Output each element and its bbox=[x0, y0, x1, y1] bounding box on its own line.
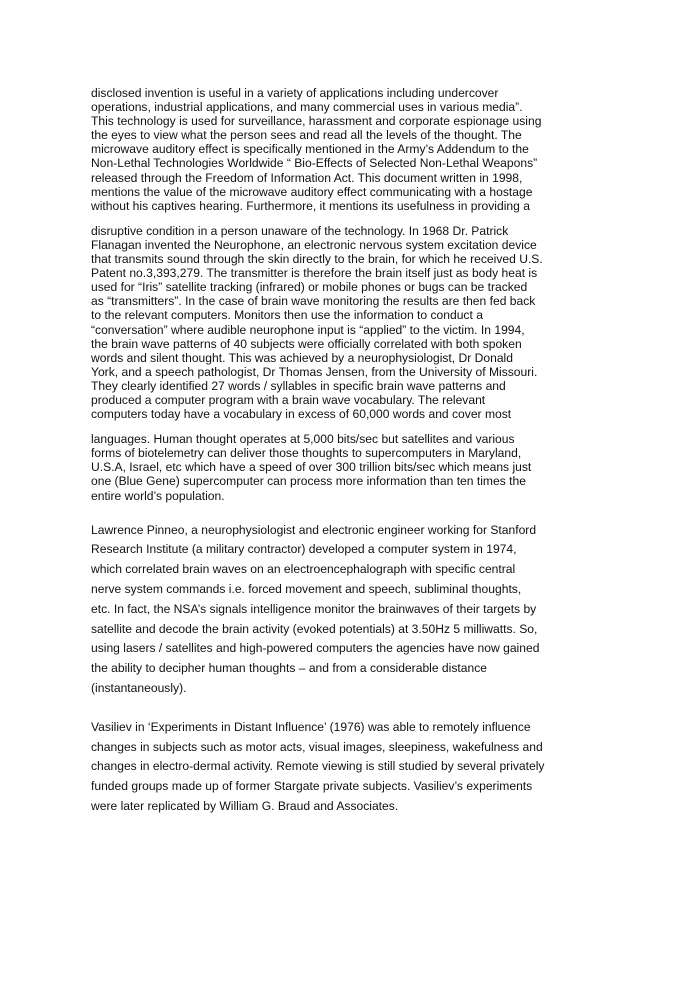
paragraph-4 bbox=[91, 521, 613, 699]
text-line: changes in subjects such as motor acts, visual images, sleepiness, wakefulness and bbox=[91, 739, 543, 754]
text-line: Lawrence Pinneo, a neurophysiologist and electronic engineer working for Stanford bbox=[91, 522, 537, 537]
text-line: nerve system commands i.e. forced movement and speech, subliminal thoughts, bbox=[91, 582, 522, 597]
text-line: used for “Iris” satellite tracking (infrared) or mobile phones or bugs can be tracked bbox=[91, 280, 528, 295]
text-line: “conversation” where audible neurophone input is “applied” to the victim. In 1994, bbox=[91, 322, 525, 337]
text-line: forms of biotelemetry can deliver those thoughts to supercomputers in Maryland, bbox=[91, 446, 522, 461]
text-line: U.S.A, Israel, etc which have a speed of over 300 trillion bits/sec which means just bbox=[91, 460, 532, 475]
text-line: were later replicated by William G. Braud and Associates. bbox=[91, 798, 399, 813]
text-line: disclosed invention is useful in a variety of applications including undercover bbox=[91, 86, 499, 100]
text-line: Research Institute (a military contractor) developed a computer system in 1974, bbox=[91, 542, 517, 557]
text-line: This technology is used for surveillance, harassment and corporate espionage using bbox=[91, 114, 542, 129]
text-line: using lasers / satellites and high-powered computers the agencies have now gained bbox=[91, 641, 540, 656]
text-line: as “transmitters”. In the case of brain wave monitoring the results are then fed back bbox=[91, 294, 536, 309]
text-line: to the relevant computers. Monitors then use the information to conduct a bbox=[91, 308, 483, 323]
text-line: produced a computer program with a brain wave vocabulary. The relevant bbox=[91, 392, 486, 407]
text-line: the brain wave patterns of 40 subjects were officially correlated with both spoken bbox=[91, 336, 522, 351]
text-line: computers today have a vocabulary in excess of 60,000 words and cover most bbox=[91, 407, 512, 422]
text-line: Patent no.3,393,279. The transmitter is therefore the brain itself just as body heat is bbox=[91, 266, 538, 281]
text-line: funded groups made up of former Stargate private subjects. Vasiliev’s experiments bbox=[91, 779, 533, 794]
text-line: microwave auditory effect is specifically mentioned in the Army’s Addendum to the bbox=[91, 142, 529, 157]
paragraph-5 bbox=[91, 718, 613, 817]
paragraph-3 bbox=[91, 432, 613, 502]
text-line: Non-Lethal Technologies Worldwide “ Bio-Effects of Selected Non-Lethal Weapons” bbox=[91, 156, 538, 171]
text-line: satellite and decode the brain activity (evoked potentials) at 3.50Hz 5 milliwatts. So, bbox=[91, 621, 538, 636]
text-line: disruptive condition in a person unaware of the technology. In 1968 Dr. Patrick bbox=[91, 223, 509, 238]
text-line: the eyes to view what the person sees and read all the levels of the thought. The bbox=[91, 128, 522, 143]
text-line: York, and a speech pathologist, Dr Thomas Jensen, from the University of Missouri. bbox=[91, 364, 538, 379]
text-line: Vasiliev in ‘Experiments in Distant Influence’ (1976) was able to remotely influence bbox=[91, 719, 531, 734]
text-line: one (Blue Gene) supercomputer can process more information than ten times the bbox=[91, 474, 526, 489]
text-line: They clearly identified 27 words / syllables in specific brain wave patterns and bbox=[91, 378, 506, 393]
document-page bbox=[91, 86, 613, 817]
text-line: languages. Human thought operates at 5,000 bits/sec but satellites and various bbox=[91, 432, 515, 447]
text-line: (instantaneously). bbox=[91, 681, 187, 695]
paragraph-1 bbox=[91, 86, 613, 213]
text-line: the ability to decipher human thoughts – and from a considerable distance bbox=[91, 661, 487, 676]
text-line: words and silent thought. This was achieved by a neurophysiologist, Dr Donald bbox=[91, 350, 513, 365]
paragraph-2 bbox=[91, 224, 613, 421]
text-line: entire world’s population. bbox=[91, 488, 225, 503]
text-line: changes in electro-dermal activity. Remote viewing is still studied by several privately bbox=[91, 759, 545, 774]
text-line: Flanagan invented the Neurophone, an electronic nervous system excitation device bbox=[91, 237, 537, 252]
text-line: operations, industrial applications, and many commercial uses in various media”. bbox=[91, 100, 523, 115]
text-line: which correlated brain waves on an electroencephalograph with specific central bbox=[91, 562, 516, 577]
text-line: released through the Freedom of Information Act. This document written in 1998, bbox=[91, 170, 523, 185]
text-line: mentions the value of the microwave auditory effect communicating with a hostage bbox=[91, 184, 533, 199]
text-line: etc. In fact, the NSA’s signals intelligence monitor the brainwaves of their targets by bbox=[91, 601, 537, 616]
text-line: without his captives hearing. Furthermore, it mentions its usefulness in providing a bbox=[91, 198, 530, 213]
text-line: that transmits sound through the skin directly to the brain, for which he received U.S. bbox=[91, 252, 543, 267]
